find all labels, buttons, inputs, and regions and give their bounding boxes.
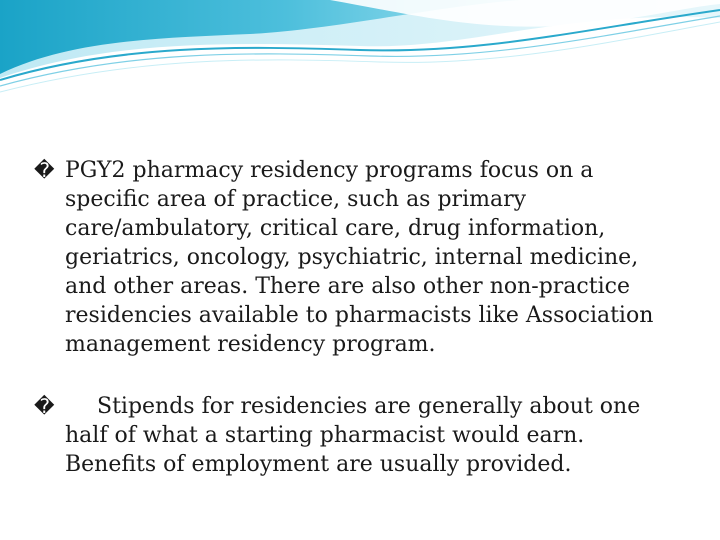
bullet-text: PGY2 pharmacy residency programs focus on a specific area of practice, such as primary care/ambulatory, critical care, drug information, geriatrics, oncology, psychiatric, internal medicine, and other areas. There are also other non-practice residencies available to pharmacists like Association management residency program. xyxy=(65,158,654,357)
bullet-text: Stipends for residencies are generally about one half of what a starting pharmacist would earn. Benefits of employment are usually provided. xyxy=(65,394,641,477)
header-wave-decoration xyxy=(0,0,720,110)
bullet-item xyxy=(34,392,674,479)
slide-body xyxy=(34,156,674,479)
bullet-icon: � xyxy=(34,158,55,182)
bullet-item xyxy=(34,156,674,359)
bullet-icon: � xyxy=(34,394,55,418)
